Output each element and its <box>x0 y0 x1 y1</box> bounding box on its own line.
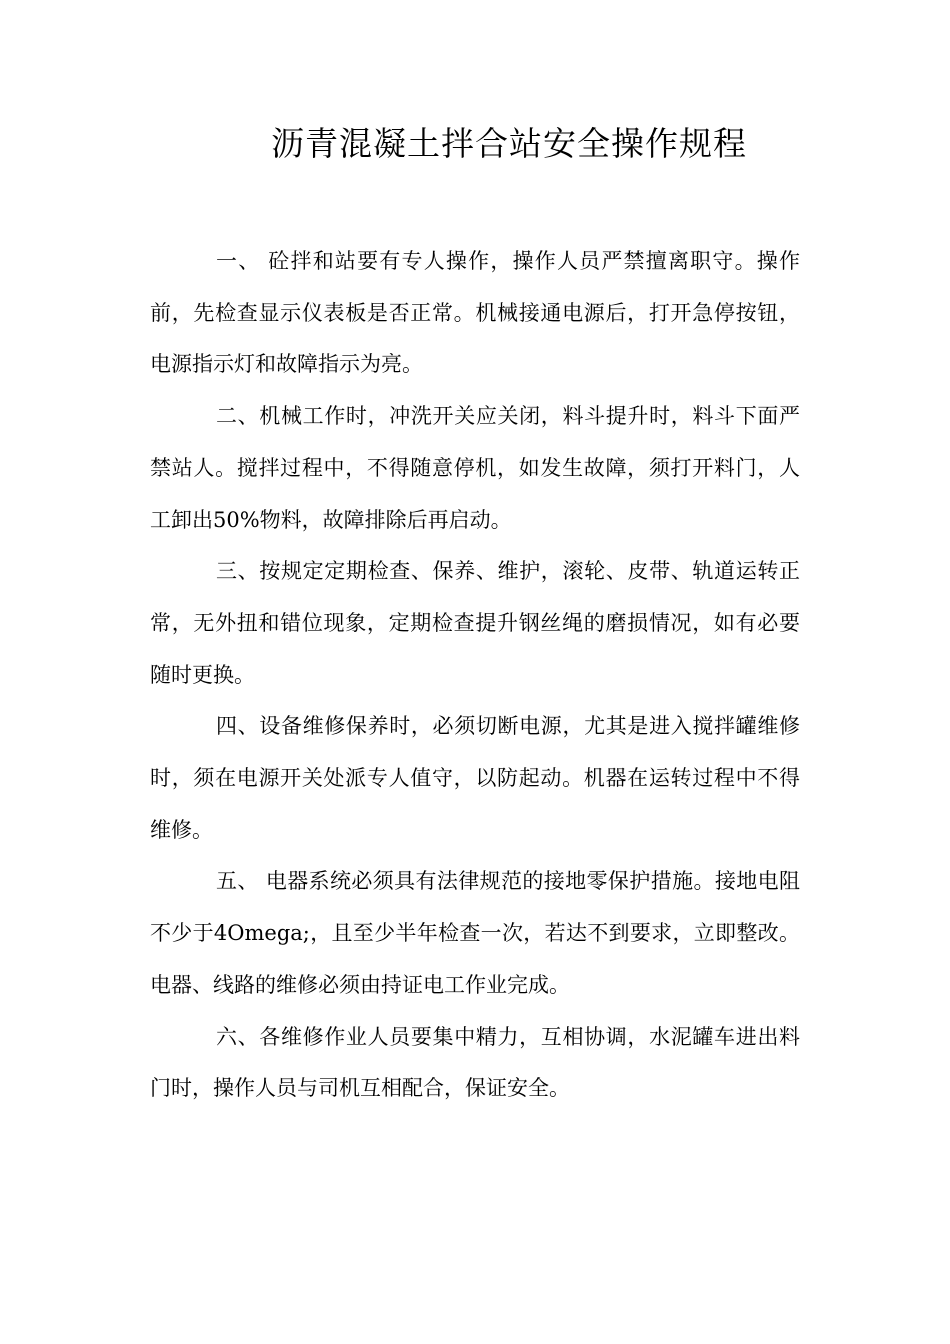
paragraph-1: 一、 砼拌和站要有专人操作，操作人员严禁擅离职守。操作前，先检查显示仪表板是否正常。机械接通电源后，打开急停按钮，电源指示灯和故障指示为亮。 <box>150 249 800 377</box>
paragraph-3: 三、按规定定期检查、保养、维护，滚轮、皮带、轨道运转正常，无外扭和错位现象，定期检查提升钢丝绳的磨损情况，如有必要随时更换。 <box>150 559 800 687</box>
document-body <box>150 236 800 1115</box>
paragraph-4: 四、设备维修保养时，必须切断电源，尤其是进入搅拌罐维修时，须在电源开关处派专人值守，以防起动。机器在运转过程中不得维修。 <box>150 714 800 842</box>
paragraph-5: 五、 电器系统必须具有法律规范的接地零保护措施。接地电阻不少于4Omega;，且至少半年检查一次，若达不到要求，立即整改。电器、线路的维修必须由持证电工作业完成。 <box>150 869 800 997</box>
document-title: 沥青混凝土拌合站安全操作规程 <box>271 124 747 163</box>
paragraph-6: 六、各维修作业人员要集中精力，互相协调，水泥罐车进出料门时，操作人员与司机互相配合，保证安全。 <box>150 1024 800 1101</box>
paragraph-2: 二、机械工作时，冲洗开关应关闭，料斗提升时，料斗下面严禁站人。搅拌过程中，不得随意停机，如发生故障，须打开料门，人工卸出50%物料，故障排除后再启动。 <box>150 404 800 532</box>
